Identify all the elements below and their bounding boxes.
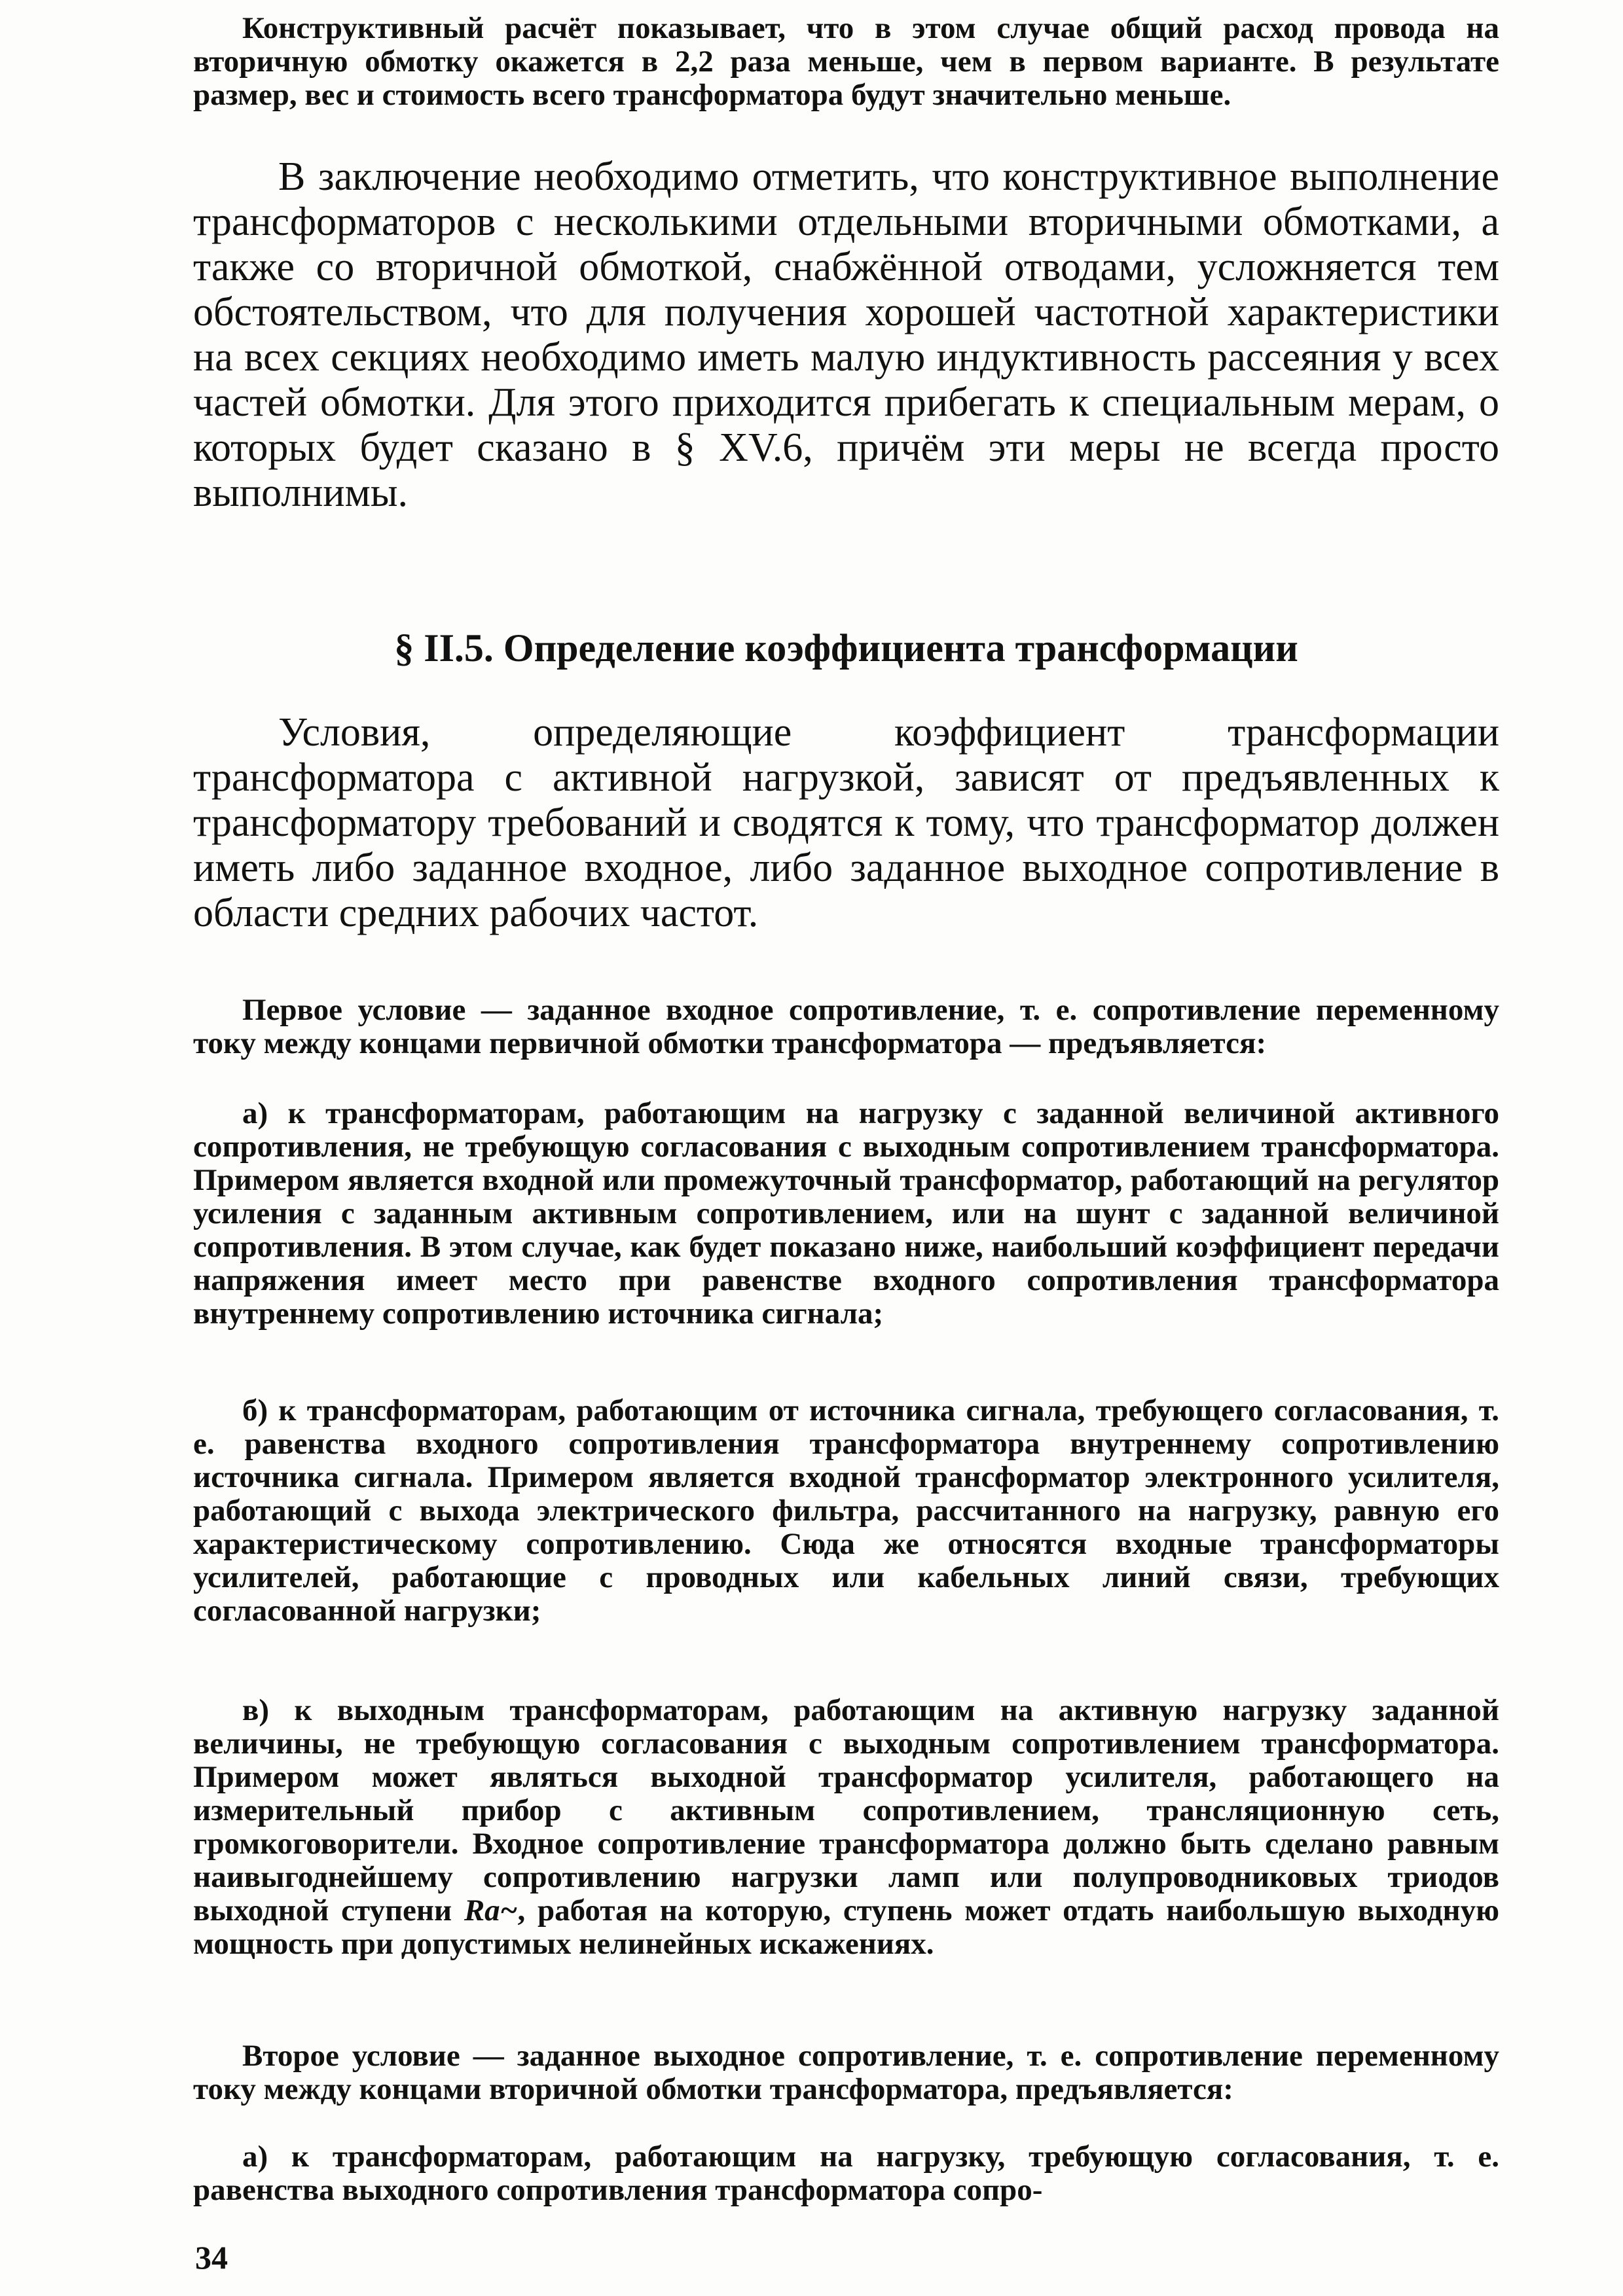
section-heading: § II.5. Определение коэффициента трансформации: [394, 626, 1298, 670]
list-item-b-first: б) к трансформаторам, работающим от источника сигнала, требующего согласования, т. е. равенства входного сопротивления трансформатора внутреннему сопротивлению источника сигнала. Примером является входной трансформатор электронного усилителя, работающий с выхода электрического фильтра, рассчитанного на нагрузку, равную его характеристическому сопротивлению. Сюда же относятся входные трансформаторы усилителей, работающие с проводных или кабельных линий связи, требующих согласованной нагрузки;: [193, 1393, 1499, 1628]
paragraph-conclusion: В заключение необходимо отметить, что конструктивное выполнение трансформаторов с несколькими отдельными вторичными обмотками, а также со вторичной обмоткой, снабжённой отводами, усложняется тем обстоятельством, что для получения хорошей частотной характеристики на всех секциях необходимо иметь малую индуктивность рассеяния у всех частей обмотки. Для этого приходится прибегать к специальным мерам, о которых будет сказано в § XV.6, причём эти меры не всегда просто выполнимы.: [193, 154, 1499, 515]
list-item-c-first: [193, 1694, 1499, 1961]
paragraph-intro: Конструктивный расчёт показывает, что в этом случае общий расход провода на вторичную обмотку окажется в 2,2 раза меньше, чем в первом варианте. В результате размер, вес и стоимость всего трансформатора будут значительно меньше.: [193, 11, 1499, 112]
paragraph-conditions: Условия, определяющие коэффициент трансформации трансформатора с активной нагрузкой, зависят от предъявленных к трансформатору требований и сводятся к тому, что трансформатор должен иметь либо заданное входное, либо заданное выходное сопротивление в области средних рабочих частот.: [193, 710, 1499, 935]
list-item-a-second: а) к трансформаторам, работающим на нагрузку, требующую согласования, т. е. равенства выходного сопротивления трансформатора сопро-: [193, 2140, 1499, 2207]
paragraph-second-condition: Второе условие — заданное выходное сопротивление, т. е. сопротивление переменному току между концами вторичной обмотки трансформатора, предъявляется:: [193, 2039, 1499, 2106]
formula-ra: Ra~: [464, 1893, 518, 1928]
list-item-c-text-start: в) к выходным трансформаторам, работающим на активную нагрузку заданной величины, не требующую согласования с выходным сопротивлением трансформатора. Примером может являться выходной трансформатор усилителя, работающего на измерительный прибор с активным сопротивлением, трансляционную сеть, громкоговорители. Входное сопротивление трансформатора должно быть сделано равным наивыгоднейшему сопротивлению нагрузки ламп или полупроводниковых триодов выходной ступени: [193, 1693, 1499, 1928]
list-item-c-text-end: , работая на которую, ступень может отдать наибольшую выходную мощность при допустимых нелинейных искажениях.: [193, 1893, 1499, 1961]
page-number: 34: [195, 2239, 228, 2276]
list-item-a-first: а) к трансформаторам, работающим на нагрузку с заданной величиной активного сопротивления, не требующую согласования с выходным сопротивлением трансформатора. Примером является входной или промежуточный трансформатор, работающий на регулятор усиления с заданным активным сопротивлением, или на шунт с заданной величиной сопротивления. В этом случае, как будет показано ниже, наибольший коэффициент передачи напряжения имеет место при равенстве входного сопротивления трансформатора внутреннему сопротивлению источника сигнала;: [193, 1096, 1499, 1331]
paragraph-first-condition: Первое условие — заданное входное сопротивление, т. е. сопротивление переменному току между концами первичной обмотки трансформатора — предъявляется:: [193, 993, 1499, 1060]
